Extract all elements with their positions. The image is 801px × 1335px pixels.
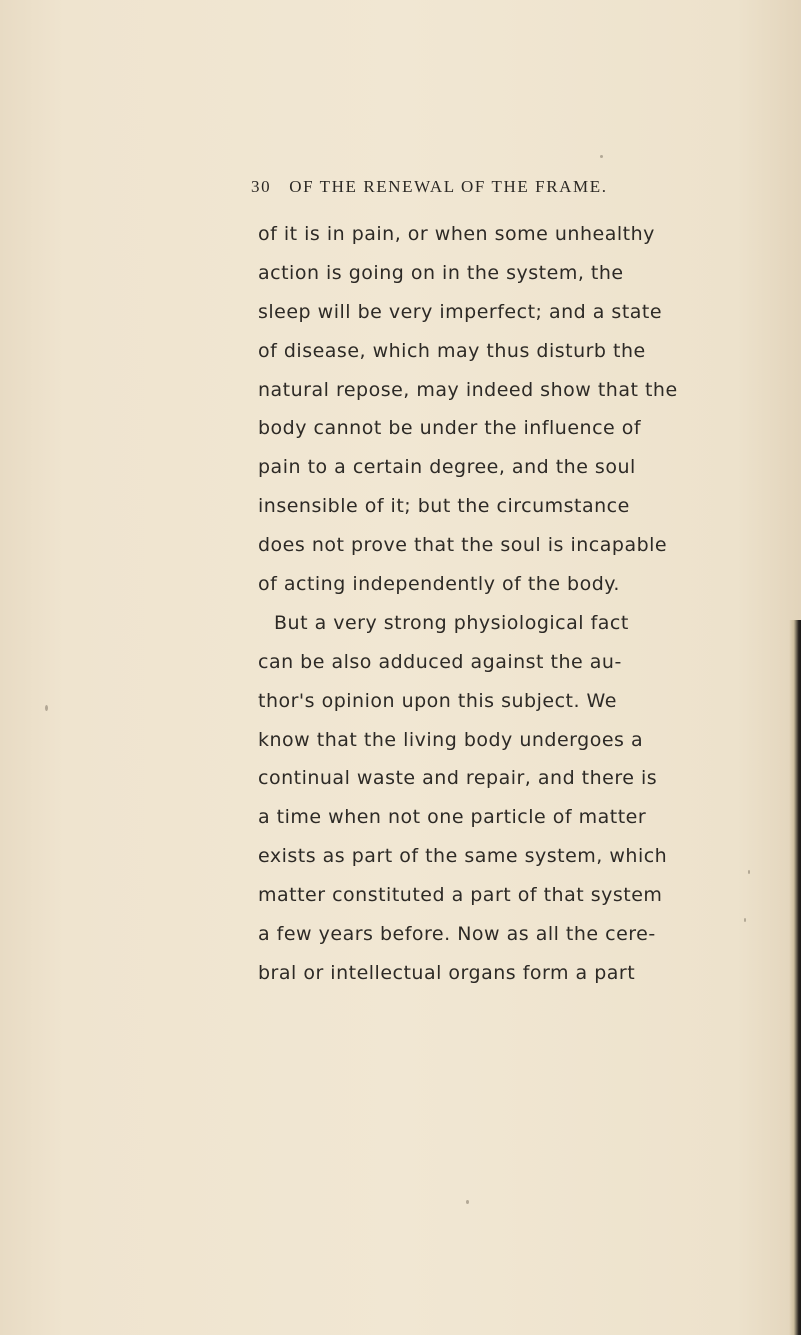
text-line: insensible of it; but the circumstance [258, 495, 630, 518]
text-line: know that the living body undergoes a [258, 728, 644, 751]
text-line: a few years before. Now as all the cere- [258, 923, 656, 946]
page-edge-shadow [789, 620, 801, 1335]
text-line: does not prove that the soul is incapable [258, 534, 668, 557]
paper-speck [466, 1200, 469, 1204]
text-line: thor's opinion upon this subject. We [258, 689, 617, 712]
text-line: pain to a certain degree, and the soul [258, 456, 636, 479]
text-line: sleep will be very imperfect; and a state [258, 300, 663, 323]
paragraph-start-line: But a very strong physiological fact [274, 611, 629, 634]
text-line: continual waste and repair, and there is [258, 767, 658, 790]
page-header [251, 173, 691, 201]
paper-speck [600, 155, 603, 158]
text-line: matter constituted a part of that system [258, 884, 663, 907]
text-line: of disease, which may thus disturb the [258, 339, 646, 362]
paper-speck [45, 705, 48, 711]
page-number: 30 [251, 177, 272, 196]
text-line: action is going on in the system, the [258, 261, 624, 284]
body-text [258, 215, 718, 993]
text-line: a time when not one particle of matter [258, 806, 647, 829]
text-line: can be also adduced against the au- [258, 650, 622, 673]
running-head: OF THE RENEWAL OF THE FRAME. [289, 177, 608, 196]
text-line: of it is in pain, or when some unhealthy [258, 223, 655, 245]
text-line: body cannot be under the influence of [258, 417, 642, 440]
text-line: bral or intellectual organs form a part [258, 961, 636, 984]
paper-speck [744, 918, 746, 922]
text-line: exists as part of the same system, which [258, 845, 668, 868]
text-line: of acting independently of the body. [258, 573, 620, 596]
text-line: natural repose, may indeed show that the [258, 378, 678, 401]
paper-speck [748, 870, 750, 874]
